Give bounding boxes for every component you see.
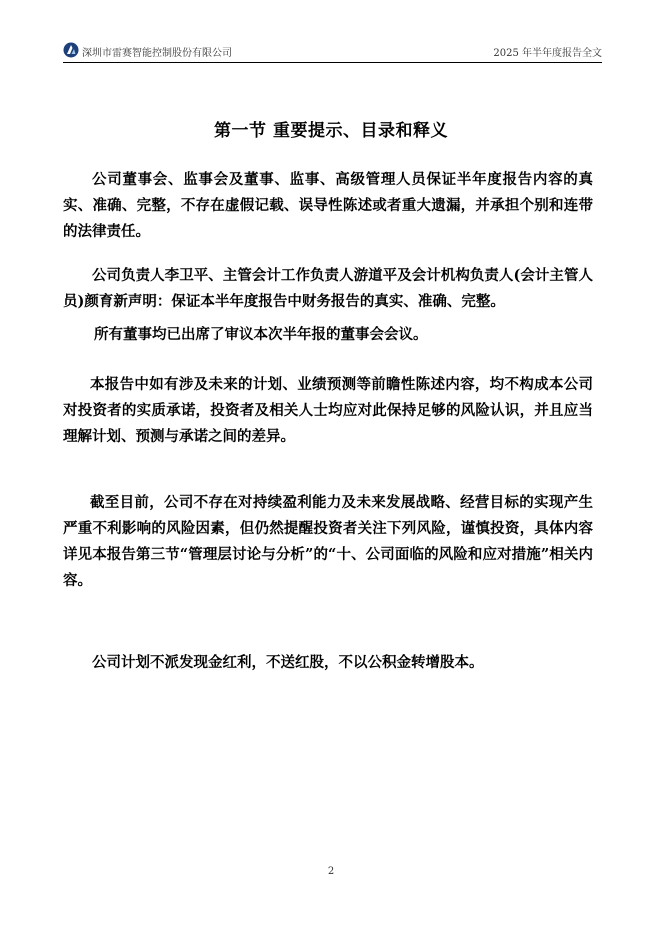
page-header xyxy=(63,42,602,63)
paragraph-risk-factors: 截至目前，公司不存在对持续盈利能力及未来发展战略、经营目标的实现产生严重不利影响的风险因素，但仍然提醒投资者关注下列风险，谨慎投资，具体内容详见本报告第三节“管理层讨论与分析”的“十、公司面临的风险和应对措施”相关内容。 xyxy=(63,494,593,589)
report-name: 2025 年半年度报告全文 xyxy=(493,48,602,59)
page-number: 2 xyxy=(327,866,335,877)
company-logo-icon xyxy=(63,42,79,58)
paragraph-board-guarantee: 公司董事会、监事会及董事、监事、高级管理人员保证半年度报告内容的真实、准确、完整，不存在虚假记载、误导性陈述或者重大遗漏，并承担个别和连带的法律责任。 xyxy=(63,171,593,240)
paragraph-responsible-persons: 公司负责人李卫平、主管会计工作负责人游道平及会计机构负责人(会计主管人员)颜育新声明：保证本半年度报告中财务报告的真实、准确、完整。 xyxy=(63,267,593,310)
paragraph-directors-attendance: 所有董事均已出席了审议本次半年报的董事会会议。 xyxy=(94,326,428,343)
section-title: 第一节 重要提示、目录和释义 xyxy=(214,121,448,141)
company-name: 深圳市雷赛智能控制股份有限公司 xyxy=(82,48,232,59)
paragraph-forward-looking: 本报告中如有涉及未来的计划、业绩预测等前瞻性陈述内容，均不构成本公司对投资者的实质承诺，投资者及相关人士均应对此保持足够的风险认识，并且应当理解计划、预测与承诺之间的差异。 xyxy=(63,376,593,445)
paragraph-dividend-plan: 公司计划不派发现金红利，不送红股，不以公积金转增股本。 xyxy=(92,654,484,671)
